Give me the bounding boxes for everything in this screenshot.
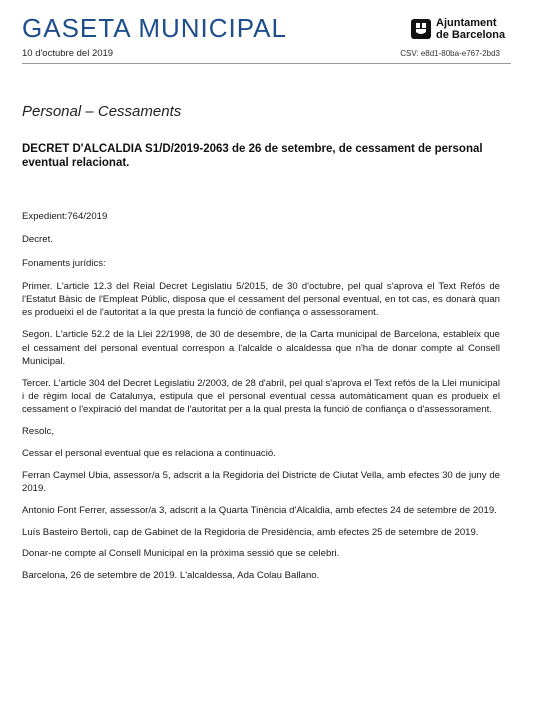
person-entry: Ferran Caymel Ubia, assessor/a 5, adscrit a la Regidoria del Districte de Ciutat Vella, amb efectes 30 de juny de 2019.: [22, 469, 500, 494]
paragraph-segon: Segon. L'article 52.2 de la Llei 22/1998, de 30 de desembre, de la Carta municipal de Barcelona, estableix que el cessament del personal eventual correspon a l'alcalde o alcaldessa que n'ha de donar compte al Consell Municipal.: [22, 329, 500, 367]
csv-code: CSV: e8d1-80ba-e767-2bd3: [400, 49, 500, 58]
cessar-paragraph: Cessar el personal eventual que es relaciona a continuació.: [22, 447, 276, 459]
decret-label: Decret.: [22, 234, 53, 246]
paragraph-primer: Primer. L'article 12.3 del Reial Decret Legislatiu 5/2015, de 30 d'octubre, pel qual s'aprova el Text Refós de l'Estatut Bàsic de l'Empleat Públic, disposa que el cessament del personal eventual, en tot cas, es donarà quan es produeixi el de l'autoritat a la que presta la funció de confiança o assessorament.: [22, 280, 500, 319]
signature-line: Barcelona, 26 de setembre de 2019. L'alcaldessa, Ada Colau Ballano.: [22, 570, 320, 582]
expedient-number: Expedient:764/2019: [22, 211, 108, 222]
logo-line-1: Ajuntament: [436, 17, 497, 29]
header-rule: [22, 63, 511, 64]
logo-line-2: de Barcelona: [436, 29, 506, 41]
donar-compte-paragraph: Donar-ne compte al Consell Municipal en la pròxima sessió que se celebri.: [22, 548, 340, 560]
publication-date: 10 d'octubre del 2019: [22, 48, 114, 59]
masthead: GASETA MUNICIPAL: [22, 13, 287, 43]
section-heading: Personal – Cessaments: [22, 103, 182, 120]
shield-icon: [411, 19, 431, 39]
fonaments-heading: Fonaments jurídics:: [22, 257, 106, 269]
decree-title: DECRET D'ALCALDIA S1/D/2019-2063 de 26 de setembre, de cessament de personal eventual relacionat.: [22, 143, 483, 169]
person-entry: Luís Basteiro Bertoli, cap de Gabinet de la Regidoria de Presidència, amb efectes 25 de setembre de 2019.: [22, 526, 479, 538]
resolc-label: Resolc,: [22, 426, 54, 438]
person-entry: Antonio Font Ferrer, assessor/a 3, adscrit a la Quarta Tinència d'Alcaldia, amb efectes 24 de setembre de 2019.: [22, 504, 497, 516]
decree-body: [22, 210, 500, 591]
paragraph-tercer: Tercer. L'article 304 del Decret Legislatiu 2/2003, de 28 d'abril, pel qual s'aprova el Text refós de la Llei municipal i de règim local de Catalunya, estipula que el personal eventual cessa automàticament quan es produeix el cessament o l'expiració del mandat de l'autoritat per a la qual presta la funció de confiança o d'assessorament.: [22, 377, 500, 416]
ajuntament-logo: [411, 17, 505, 41]
